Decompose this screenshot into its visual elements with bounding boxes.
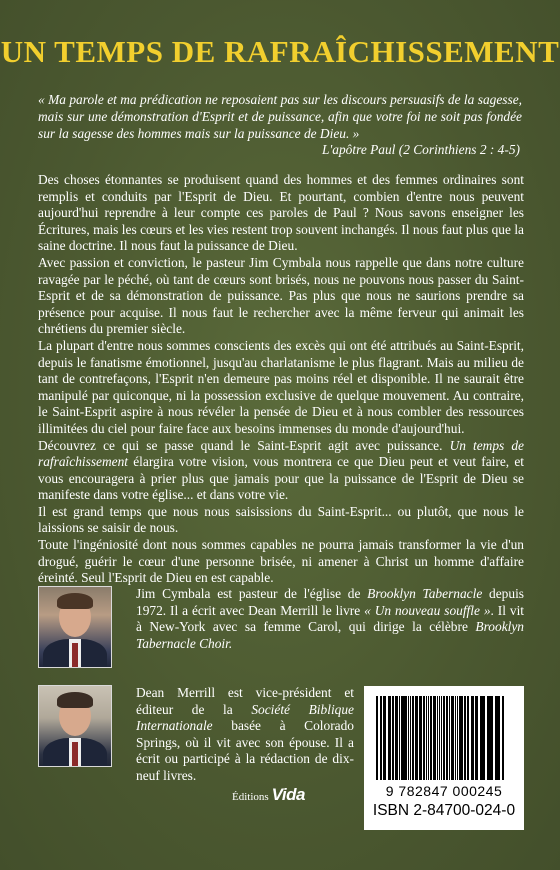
bio1-italic-2: « Un nouveau souffle » bbox=[364, 602, 491, 618]
bio2-text-2: basée à Colorado Springs, où il vit avec son épouse. Il a écrit ou participé à la rédaction de dix-neuf livres. bbox=[136, 718, 354, 783]
author-bio-dean-merrill bbox=[136, 685, 354, 785]
paragraph-3: La plupart d'entre nous sommes conscients des excès qui ont été attribués au Saint-Esprit, depuis le fanatisme émotionnel, jusqu'au charlatanisme le plus flagrant. Mais au milieu de tant de contrefaçons, l'Esprit n'en demeure pas moins réel et disponible. Il ne saurait être manipulé par quiconque, ni la possession exclusive de quelque mouvement. Au contraire, le Saint-Esprit aspire à nous révéler la pensée de Dieu et à nous combler des ressources illimitées du ciel pour faire face aux besoins immenses du monde d'aujourd'hui. bbox=[38, 337, 524, 436]
paragraph-1: Des choses étonnantes se produisent quand des hommes et des femmes ordinaires sont remplis et conduits par l'Esprit de Dieu. Et pourtant, combien d'entre nous peuvent aujourd'hui reprendre à leur compte ces paroles de Paul ? Nous savons enseigner les Écritures, mais les cœurs et les vies restent trop souvent inchangés. Il nous faut plus que la saine doctrine. Il nous faut la puissance de Dieu. bbox=[38, 172, 524, 254]
author-bio-jim-cymbala bbox=[136, 586, 524, 652]
paragraph-4-lead: Découvrez ce qui se passe quand le Saint-Esprit agit avec puissance. bbox=[38, 437, 450, 453]
back-cover-text bbox=[38, 172, 524, 587]
bio1-text-2: depuis 1972. Il a écrit avec Dean Merrill le livre bbox=[136, 586, 524, 618]
publisher-prefix: Éditions bbox=[232, 791, 269, 803]
isbn-label: ISBN 2-84700-024-0 bbox=[372, 802, 516, 819]
publisher-logo bbox=[232, 785, 305, 805]
paragraph-6: Toute l'ingéniosité dont nous sommes capables ne pourra jamais transformer la vie d'un drogué, guérir le cœur d'une personne brisée, ni amener à Christ un homme d'affaire éreinté. Seul l'Esprit de Dieu en est capable. bbox=[38, 537, 524, 586]
paragraph-5: Il est grand temps que nous nous saisissions du Saint-Esprit... ou plutôt, que nous le laissions se saisir de nous. bbox=[38, 503, 524, 536]
publisher-name: Vida bbox=[271, 785, 305, 804]
barcode-icon bbox=[376, 696, 512, 780]
paragraph-4-rest: élargira votre vision, vous montrera ce que Dieu peut et veut faire, et vous encouragera à prier plus que jamais pour que la puissance de l'Esprit de Dieu se manifeste dans votre église... et dans votre vie. bbox=[38, 454, 524, 503]
paragraph-4 bbox=[38, 438, 524, 504]
epigraph-attribution: L'apôtre Paul (2 Corinthiens 2 : 4-5) bbox=[321, 142, 520, 157]
barcode-number: 9 782847 000245 bbox=[385, 783, 503, 799]
bio2-italic-1: Société Biblique Internationale bbox=[136, 701, 354, 734]
bio1-italic-1: Brooklyn Tabernacle bbox=[367, 586, 483, 601]
author-photo-dean-merrill bbox=[38, 685, 112, 767]
book-title-inline: Un temps de rafraîchissement bbox=[38, 437, 524, 470]
barcode-panel bbox=[364, 686, 524, 830]
author-photo-jim-cymbala bbox=[38, 586, 112, 668]
paragraph-2: Avec passion et conviction, le pasteur Jim Cymbala nous rappelle que dans notre culture ravagée par le péché, où tant de cœurs sont brisés, nous ne pouvons nous passer du Saint-Esprit et de sa démonstration de puissance. Pas plus que nous ne saurions prendre sa présence pour acquise. Il nous faut le rechercher avec la même ferveur qui animait les chrétiens du premier siècle. bbox=[38, 254, 524, 337]
book-title: UN TEMPS DE RAFRAÎCHISSEMENT bbox=[0, 34, 560, 69]
bio1-text-1: Jim Cymbala est pasteur de l'église de bbox=[136, 586, 368, 601]
bio2-text-1: Dean Merrill est vice-président et éditeur de la bbox=[136, 685, 354, 717]
bio1-italic-3: Brooklyn Tabernacle Choir. bbox=[136, 619, 524, 651]
author-jim-cymbala bbox=[38, 586, 524, 676]
bio1-text-3: . Il vit à New-York avec sa femme Carol, qui dirige la célèbre bbox=[136, 602, 525, 635]
epigraph-quote: « Ma parole et ma prédication ne reposaient pas sur les discours persuasifs de la sagesse, mais sur une démonstration d'Esprit et de puissance, afin que votre foi ne soit pas fondée sur la sagesse des hommes mais sur la puissance de Dieu. » bbox=[38, 92, 522, 141]
